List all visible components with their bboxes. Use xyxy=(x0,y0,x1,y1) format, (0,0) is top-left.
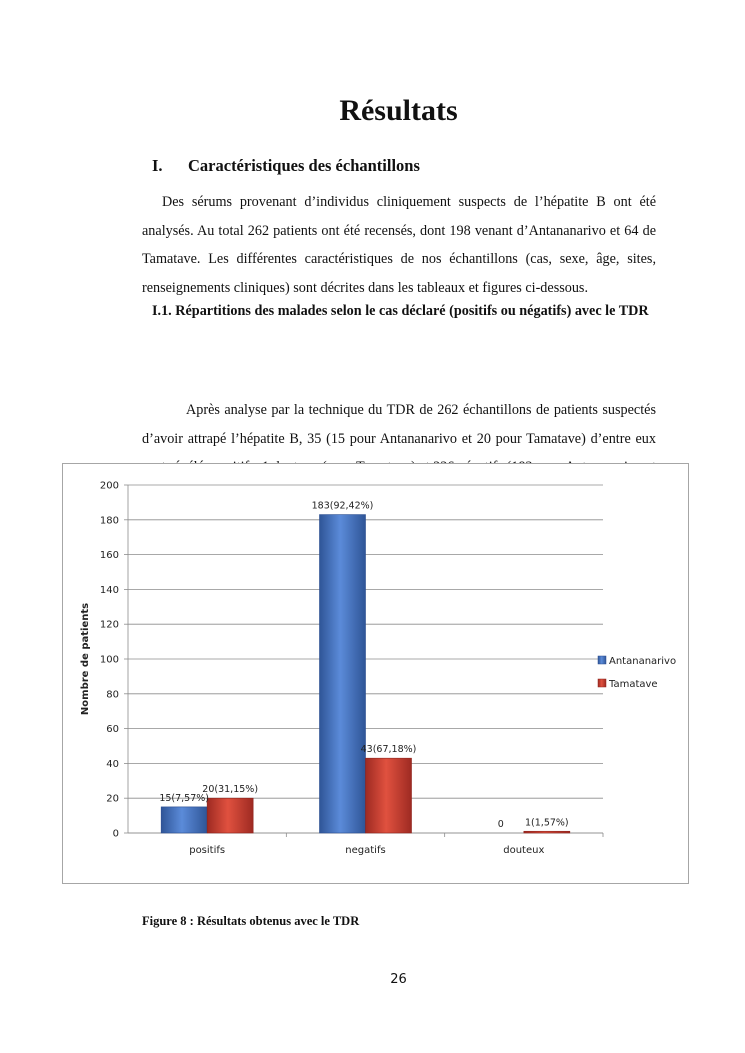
x-tick-label: positifs xyxy=(189,845,226,856)
data-label: 0 xyxy=(497,819,504,830)
page-number: 26 xyxy=(390,972,407,987)
legend-swatch-tamatave xyxy=(598,679,606,687)
analysis-paragraph: Après analyse par la technique du TDR de 262 échantillons de patients suspectés d’avoir attrapé l’hépatite B, 35 (15 pour Antananarivo et 20 pour Tamatave) d’entre eux xyxy=(142,402,656,447)
figure-8-chart xyxy=(62,463,689,884)
data-label: 43(67,18%) xyxy=(360,744,417,756)
subsection-heading: I.1. Répartitions des malades selon le cas déclaré (positifs ou négatifs) avec le TDR xyxy=(152,303,649,319)
x-tick-label: douteux xyxy=(503,845,545,856)
y-tick-label: 20 xyxy=(106,793,119,805)
bar-tamatave-positifs xyxy=(207,798,253,833)
page-title: Résultats xyxy=(339,94,458,127)
figure-caption: Figure 8 : Résultats obtenus avec le TDR xyxy=(142,914,360,928)
y-tick-label: 100 xyxy=(99,654,119,666)
legend-swatch-antananarivo xyxy=(598,656,606,664)
data-label: 20(31,15%) xyxy=(202,784,259,796)
bar-antananarivo-positifs xyxy=(161,807,207,833)
y-tick-label: 140 xyxy=(99,584,119,596)
y-tick-label: 180 xyxy=(99,515,119,527)
y-tick-label: 40 xyxy=(106,758,119,770)
y-tick-label: 160 xyxy=(99,550,119,562)
y-tick-label: 60 xyxy=(106,724,119,736)
bar-antananarivo-negatifs xyxy=(320,515,366,833)
legend-label-tamatave: Tamatave xyxy=(609,679,658,690)
bar-tamatave-negatifs xyxy=(366,758,412,833)
section-heading xyxy=(152,156,420,176)
bar-chart xyxy=(63,464,688,883)
y-tick-label: 0 xyxy=(112,828,119,840)
data-label: 1(1,57%) xyxy=(525,817,569,829)
intro-paragraph: Des sérums provenant d’individus cliniquement suspects de l’hépatite B ont été analysés. Au total 262 patients ont été recensés, dont 198 venant d’Antananarivo et 64 de Tamatave. Les différentes caractéristiques de nos échantillons (cas, sexe, âge, sites, renseignements cliniques) sont décrites dans les tableaux et figures ci-dessous. xyxy=(142,194,656,296)
section-number: I. xyxy=(152,156,163,175)
bar-tamatave-douteux xyxy=(524,831,570,833)
legend xyxy=(598,656,676,690)
legend-label-antananarivo: Antananarivo xyxy=(609,656,677,667)
section-title: Caractéristiques des échantillons xyxy=(188,156,420,175)
y-tick-label: 120 xyxy=(99,619,119,631)
data-label: 15(7,57%) xyxy=(159,792,210,804)
x-tick-label: negatifs xyxy=(345,845,386,856)
y-tick-label: 80 xyxy=(106,689,119,701)
y-axis-title: Nombre de patients xyxy=(80,602,91,716)
y-tick-label: 200 xyxy=(99,480,119,492)
data-label: 183(92,42%) xyxy=(311,500,374,512)
